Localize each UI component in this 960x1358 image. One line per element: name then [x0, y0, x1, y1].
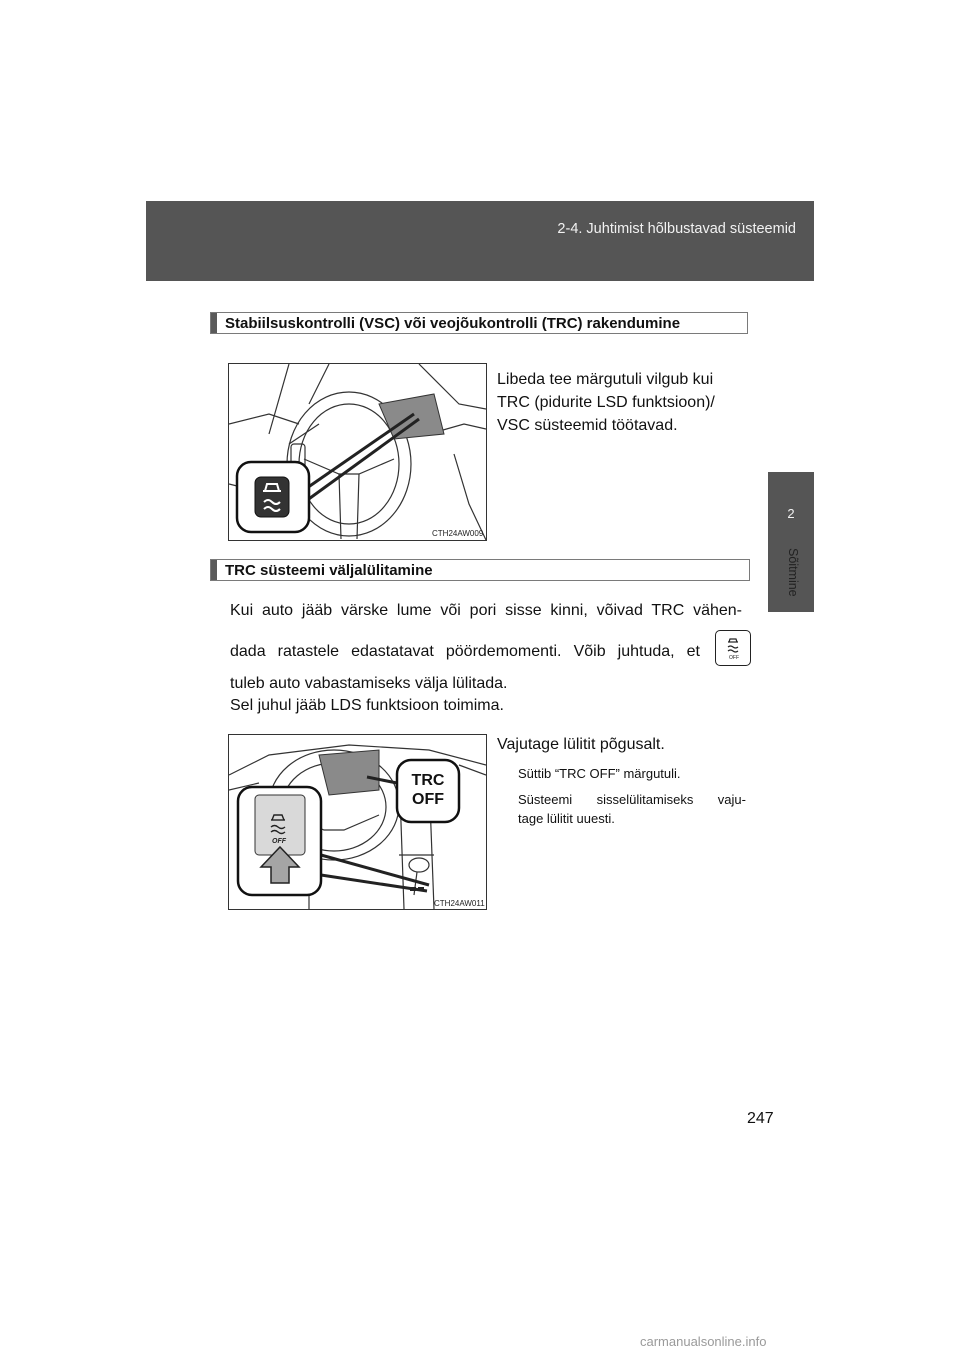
page-number: 247 — [747, 1110, 774, 1127]
section-heading-vsc-trc — [210, 312, 748, 334]
section2-line-4: Sel juhul jääb LDS funktsioon toimima. — [230, 697, 504, 714]
note-line: tage lülitit uuesti. — [518, 811, 615, 826]
slip-off-icon — [716, 631, 750, 665]
section-heading-trc-off — [210, 559, 750, 581]
text-line: Libeda tee märgutuli vilgub kui — [497, 371, 714, 388]
chapter-title: 2-4. Juhtimist hõlbustavad süsteemid — [557, 221, 796, 237]
note-reenable — [518, 790, 746, 828]
text-line: TRC (pidurite LSD funktsioon)/ — [497, 394, 715, 411]
section1-text — [497, 368, 744, 437]
section-heading-text: TRC süsteemi väljalülitamine — [225, 562, 433, 579]
section2-line-3: tuleb auto vabastamiseks välja lülitada. — [230, 675, 508, 692]
trc-indicator-line1: TRC — [411, 772, 445, 789]
chapter-number: 2 — [787, 506, 795, 521]
trc-indicator-line2: OFF — [412, 791, 444, 808]
console-illustration — [229, 735, 486, 909]
figure-code: CTH24AW011 — [434, 899, 485, 908]
section-heading-text: Stabiilsuskontrolli (VSC) või veojõukontrolli (TRC) rakendumine — [225, 315, 681, 332]
figure-dashboard-slip-indicator — [228, 363, 487, 541]
chapter-label: Sõitmine — [786, 548, 800, 597]
note-indicator-on: Süttib “TRC OFF” märgutuli. — [518, 766, 681, 781]
svg-text:OFF: OFF — [729, 655, 739, 661]
instruction-text: Vajutage lülitit põgusalt. — [497, 736, 665, 753]
text-line: VSC süsteemid töötavad. — [497, 417, 678, 434]
figure-trc-off-switch — [228, 734, 487, 910]
figure-code: CTH24AW009 — [432, 529, 484, 538]
section2-line-1: Kui auto jääb värske lume või pori sisse kinni, võivad TRC vähen- — [230, 602, 742, 619]
footer-watermark: carmanualsonline.info — [640, 1334, 767, 1349]
note-line: Süsteemi sisselülitamiseks vaju- — [518, 792, 746, 807]
section2-line-2: dada ratastele edastatavat pöördemomenti. Võib juhtuda, et — [230, 643, 700, 660]
dashboard-illustration — [229, 364, 486, 540]
chapter-header — [146, 201, 814, 281]
button-off-label: OFF — [272, 838, 286, 845]
trc-off-button-icon — [715, 630, 751, 666]
